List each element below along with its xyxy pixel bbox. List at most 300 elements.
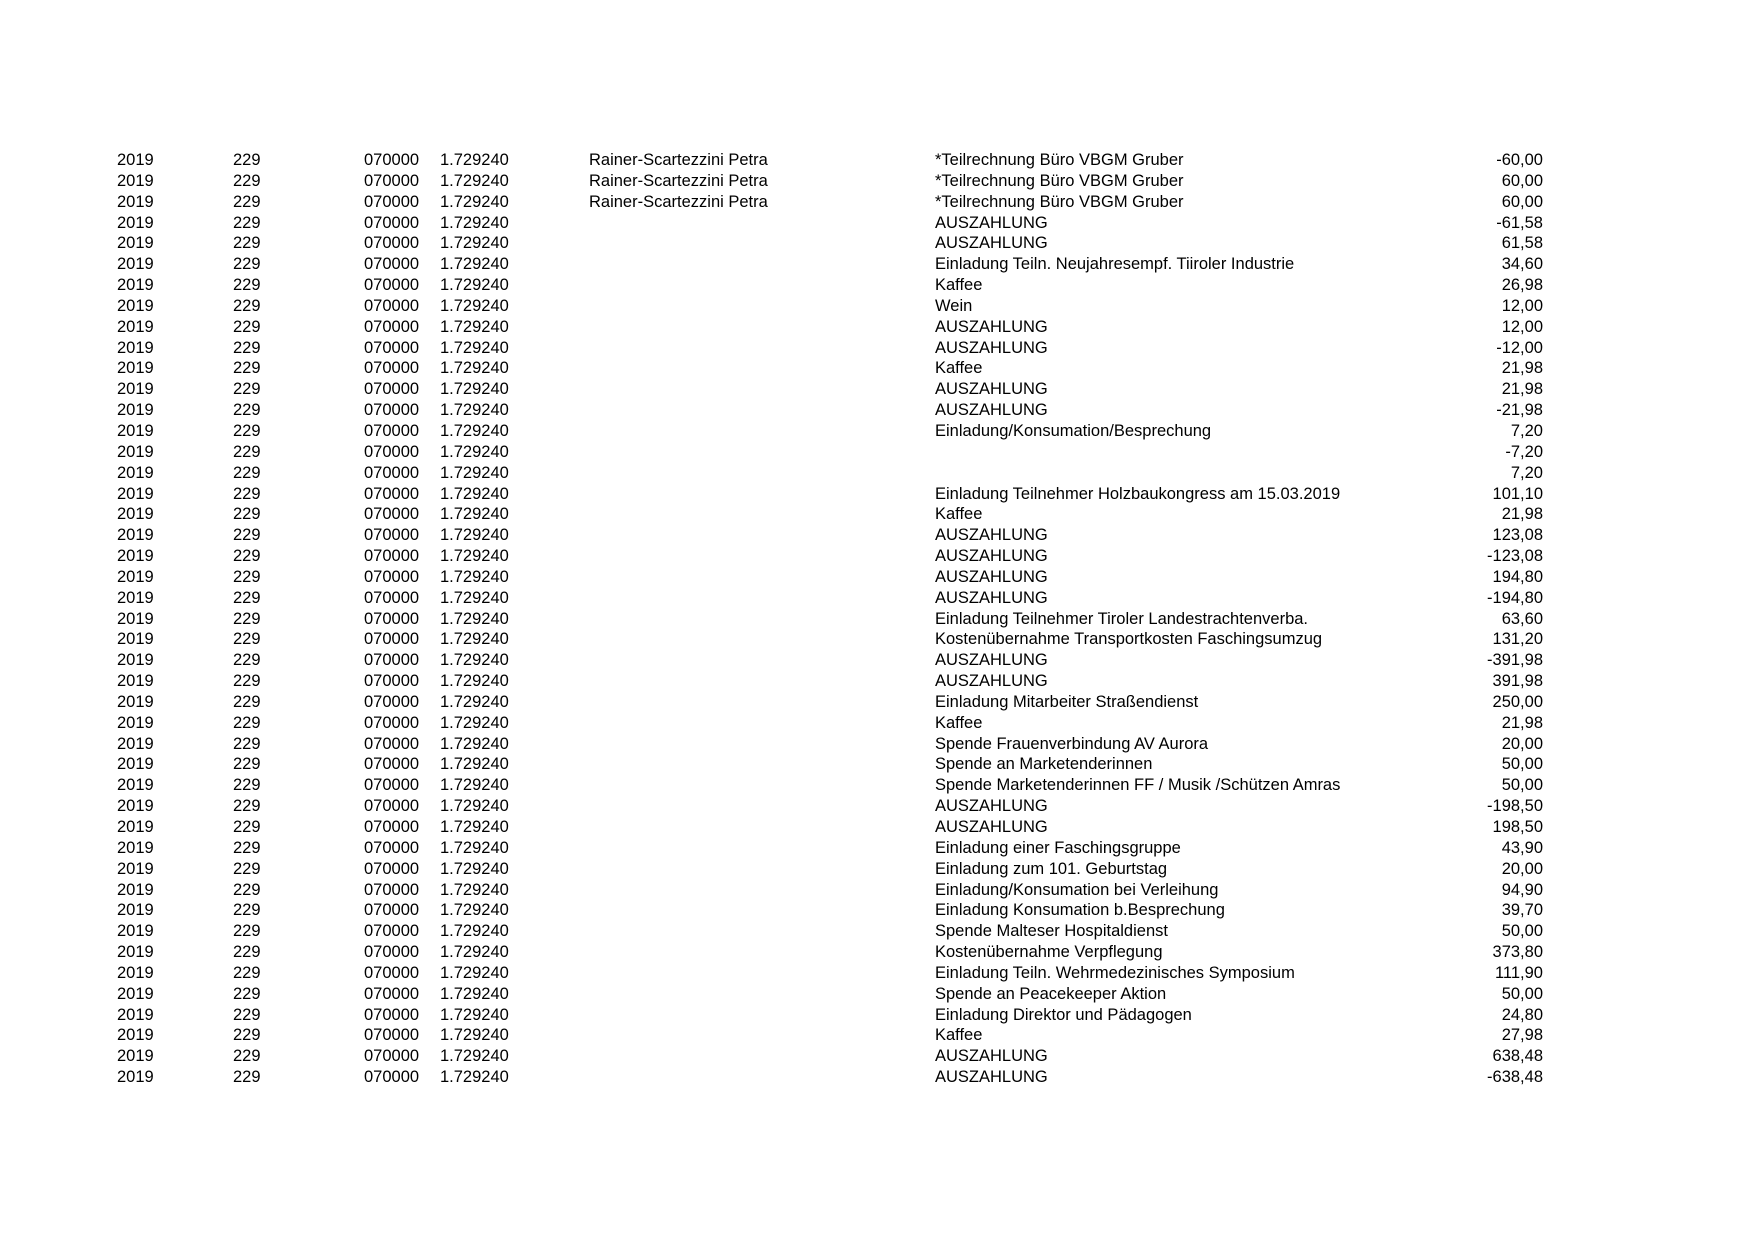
- year-cell: 2019: [117, 463, 154, 482]
- table-row: [0, 150, 1754, 171]
- description-cell: Spende Frauenverbindung AV Aurora: [935, 734, 1209, 753]
- code-cell: 229: [233, 567, 261, 586]
- table-row: [0, 817, 1754, 838]
- amount-cell: 34,60: [1501, 255, 1543, 274]
- description-cell: Einladung Direktor und Pädagogen: [935, 1005, 1192, 1024]
- account-cell: 070000: [364, 713, 420, 732]
- description-cell: Kaffee: [935, 713, 983, 732]
- description-cell: AUSZAHLUNG: [935, 401, 1048, 420]
- reference-cell: 1.729240: [440, 922, 509, 941]
- year-cell: 2019: [117, 1068, 154, 1087]
- description-cell: Spende Marketenderinnen FF / Musik /Schützen Amras: [935, 776, 1341, 795]
- account-cell: 070000: [364, 963, 420, 982]
- amount-cell: -7,20: [1505, 442, 1543, 461]
- table-row: [0, 525, 1754, 546]
- reference-cell: 1.729240: [440, 171, 509, 190]
- amount-cell: 24,80: [1501, 1005, 1543, 1024]
- year-cell: 2019: [117, 984, 154, 1003]
- description-cell: Kaffee: [935, 505, 983, 524]
- description-cell: AUSZAHLUNG: [935, 317, 1048, 336]
- reference-cell: 1.729240: [440, 901, 509, 920]
- reference-cell: 1.729240: [440, 797, 509, 816]
- year-cell: 2019: [117, 171, 154, 190]
- amount-cell: 12,00: [1501, 317, 1543, 336]
- reference-cell: 1.729240: [440, 672, 509, 691]
- table-row: [0, 192, 1754, 213]
- code-cell: 229: [233, 755, 261, 774]
- description-cell: Einladung Teilnehmer Holzbaukongress am 15.03.2019: [935, 484, 1341, 503]
- table-row: [0, 546, 1754, 567]
- description-cell: AUSZAHLUNG: [935, 567, 1048, 586]
- description-cell: AUSZAHLUNG: [935, 818, 1048, 836]
- description-cell: Einladung Mitarbeiter Straßendienst: [935, 692, 1199, 711]
- amount-cell: 7,20: [1510, 463, 1543, 482]
- amount-cell: 60,00: [1501, 192, 1543, 211]
- code-cell: 229: [233, 1005, 261, 1024]
- code-cell: 229: [233, 713, 261, 732]
- account-cell: 070000: [364, 901, 420, 920]
- account-cell: 070000: [364, 380, 420, 399]
- description-cell: AUSZAHLUNG: [935, 526, 1048, 545]
- year-cell: 2019: [117, 276, 154, 295]
- table-row: [0, 1025, 1754, 1046]
- table-row: [0, 796, 1754, 817]
- year-cell: 2019: [117, 234, 154, 253]
- year-cell: 2019: [117, 672, 154, 691]
- year-cell: 2019: [117, 338, 154, 357]
- amount-cell: 111,90: [1494, 963, 1543, 982]
- reference-cell: 1.729240: [440, 442, 509, 461]
- code-cell: 229: [233, 276, 261, 295]
- account-cell: 070000: [364, 609, 420, 628]
- year-cell: 2019: [117, 505, 154, 524]
- code-cell: 229: [233, 797, 261, 816]
- description-cell: Kaffee: [935, 276, 983, 295]
- amount-cell: 50,00: [1501, 755, 1543, 774]
- code-cell: 229: [233, 526, 261, 545]
- amount-cell: 21,98: [1501, 505, 1543, 524]
- year-cell: 2019: [117, 567, 154, 586]
- year-cell: 2019: [117, 776, 154, 795]
- code-cell: 229: [233, 213, 261, 232]
- reference-cell: 1.729240: [440, 213, 509, 232]
- description-cell: AUSZAHLUNG: [935, 547, 1048, 566]
- code-cell: 229: [233, 672, 261, 691]
- reference-cell: 1.729240: [440, 984, 509, 1003]
- description-cell: AUSZAHLUNG: [935, 672, 1048, 691]
- table-row: [0, 650, 1754, 671]
- table-row: [0, 1067, 1754, 1088]
- year-cell: 2019: [117, 442, 154, 461]
- code-cell: 229: [233, 547, 261, 566]
- code-cell: 229: [233, 380, 261, 399]
- account-cell: 070000: [364, 213, 420, 232]
- table-row: [0, 963, 1754, 984]
- code-cell: 229: [233, 1026, 261, 1045]
- account-cell: 070000: [364, 818, 420, 836]
- reference-cell: 1.729240: [440, 234, 509, 253]
- reference-cell: 1.729240: [440, 651, 509, 670]
- description-cell: AUSZAHLUNG: [935, 651, 1048, 670]
- code-cell: 229: [233, 421, 261, 440]
- reference-cell: 1.729240: [440, 880, 509, 899]
- table-row: [0, 1005, 1754, 1026]
- code-cell: 229: [233, 296, 261, 315]
- reference-cell: 1.729240: [440, 1047, 509, 1066]
- reference-cell: 1.729240: [440, 526, 509, 545]
- table-row: [0, 900, 1754, 921]
- name-cell: Rainer-Scartezzini Petra: [589, 171, 768, 190]
- table-row: [0, 609, 1754, 630]
- amount-cell: 21,98: [1501, 359, 1543, 378]
- table-row: [0, 358, 1754, 379]
- year-cell: 2019: [117, 630, 154, 649]
- description-cell: Einladung Konsumation b.Besprechung: [935, 901, 1225, 920]
- table-row: [0, 213, 1754, 234]
- reference-cell: 1.729240: [440, 609, 509, 628]
- code-cell: 229: [233, 963, 261, 982]
- account-cell: 070000: [364, 797, 420, 816]
- reference-cell: 1.729240: [440, 630, 509, 649]
- amount-cell: 250,00: [1492, 692, 1543, 711]
- reference-cell: 1.729240: [440, 1026, 509, 1045]
- amount-cell: 20,00: [1501, 734, 1543, 753]
- description-cell: Wein: [935, 296, 973, 315]
- account-cell: 070000: [364, 296, 420, 315]
- code-cell: 229: [233, 609, 261, 628]
- reference-cell: 1.729240: [440, 421, 509, 440]
- amount-cell: 131,20: [1492, 630, 1543, 649]
- year-cell: 2019: [117, 859, 154, 878]
- code-cell: 229: [233, 171, 261, 190]
- description-cell: *Teilrechnung Büro VBGM Gruber: [935, 151, 1184, 169]
- account-cell: 070000: [364, 651, 420, 670]
- account-cell: 070000: [364, 1068, 420, 1087]
- amount-cell: 101,10: [1492, 484, 1543, 503]
- reference-cell: 1.729240: [440, 567, 509, 586]
- account-cell: 070000: [364, 463, 420, 482]
- year-cell: 2019: [117, 317, 154, 336]
- account-cell: 070000: [364, 192, 420, 211]
- amount-cell: 43,90: [1501, 838, 1543, 857]
- table-row: [0, 233, 1754, 254]
- amount-cell: 21,98: [1501, 380, 1543, 399]
- year-cell: 2019: [117, 1005, 154, 1024]
- description-cell: *Teilrechnung Büro VBGM Gruber: [935, 171, 1184, 190]
- year-cell: 2019: [117, 255, 154, 274]
- reference-cell: 1.729240: [440, 255, 509, 274]
- description-cell: AUSZAHLUNG: [935, 1068, 1048, 1087]
- code-cell: 229: [233, 255, 261, 274]
- code-cell: 229: [233, 901, 261, 920]
- account-cell: 070000: [364, 630, 420, 649]
- table-row: [0, 504, 1754, 525]
- amount-cell: 26,98: [1501, 276, 1543, 295]
- account-cell: 070000: [364, 276, 420, 295]
- table-row: [0, 859, 1754, 880]
- account-cell: 070000: [364, 547, 420, 566]
- code-cell: 229: [233, 734, 261, 753]
- year-cell: 2019: [117, 901, 154, 920]
- table-row: [0, 921, 1754, 942]
- reference-cell: 1.729240: [440, 776, 509, 795]
- description-cell: Einladung Teiln. Neujahresempf. Tiiroler Industrie: [935, 255, 1295, 274]
- table-row: [0, 421, 1754, 442]
- year-cell: 2019: [117, 922, 154, 941]
- code-cell: 229: [233, 401, 261, 420]
- table-row: [0, 463, 1754, 484]
- code-cell: 229: [233, 984, 261, 1003]
- description-cell: Einladung Teilnehmer Tiroler Landestrachtenverba.: [935, 609, 1309, 628]
- amount-cell: 7,20: [1510, 421, 1543, 440]
- account-cell: 070000: [364, 672, 420, 691]
- table-row: [0, 880, 1754, 901]
- table-row: [0, 754, 1754, 775]
- account-cell: 070000: [364, 401, 420, 420]
- reference-cell: 1.729240: [440, 296, 509, 315]
- reference-cell: 1.729240: [440, 505, 509, 524]
- account-cell: 070000: [364, 943, 420, 962]
- description-cell: Einladung zum 101. Geburtstag: [935, 859, 1168, 878]
- reference-cell: 1.729240: [440, 151, 509, 169]
- code-cell: 229: [233, 192, 261, 211]
- year-cell: 2019: [117, 943, 154, 962]
- amount-cell: 63,60: [1501, 609, 1543, 628]
- account-cell: 070000: [364, 359, 420, 378]
- year-cell: 2019: [117, 692, 154, 711]
- table-row: [0, 338, 1754, 359]
- year-cell: 2019: [117, 380, 154, 399]
- amount-cell: 638,48: [1492, 1047, 1543, 1066]
- account-cell: 070000: [364, 421, 420, 440]
- amount-cell: 27,98: [1501, 1026, 1543, 1045]
- account-cell: 070000: [364, 776, 420, 795]
- table-row: [0, 713, 1754, 734]
- table-row: [0, 317, 1754, 338]
- account-cell: 070000: [364, 171, 420, 190]
- amount-cell: 21,98: [1501, 713, 1543, 732]
- table-row: [0, 400, 1754, 421]
- amount-cell: 198,50: [1492, 818, 1543, 836]
- code-cell: 229: [233, 463, 261, 482]
- amount-cell: -391,98: [1487, 651, 1543, 670]
- code-cell: 229: [233, 505, 261, 524]
- year-cell: 2019: [117, 192, 154, 211]
- account-cell: 070000: [364, 1026, 420, 1045]
- reference-cell: 1.729240: [440, 1005, 509, 1024]
- name-cell: Rainer-Scartezzini Petra: [589, 151, 768, 169]
- code-cell: 229: [233, 588, 261, 607]
- amount-cell: 50,00: [1501, 922, 1543, 941]
- reference-cell: 1.729240: [440, 588, 509, 607]
- account-cell: 070000: [364, 692, 420, 711]
- code-cell: 229: [233, 692, 261, 711]
- table-row: [0, 692, 1754, 713]
- name-cell: Rainer-Scartezzini Petra: [589, 192, 768, 211]
- description-cell: AUSZAHLUNG: [935, 213, 1048, 232]
- description-cell: *Teilrechnung Büro VBGM Gruber: [935, 192, 1184, 211]
- year-cell: 2019: [117, 547, 154, 566]
- account-cell: 070000: [364, 734, 420, 753]
- table-row: [0, 734, 1754, 755]
- table-row: [0, 588, 1754, 609]
- table-row: [0, 629, 1754, 650]
- account-cell: 070000: [364, 880, 420, 899]
- description-cell: Einladung/Konsumation bei Verleihung: [935, 880, 1219, 899]
- reference-cell: 1.729240: [440, 755, 509, 774]
- account-cell: 070000: [364, 255, 420, 274]
- description-cell: AUSZAHLUNG: [935, 797, 1048, 816]
- year-cell: 2019: [117, 526, 154, 545]
- amount-cell: 373,80: [1492, 943, 1543, 962]
- reference-cell: 1.729240: [440, 276, 509, 295]
- description-cell: Kaffee: [935, 1026, 983, 1045]
- description-cell: Kostenübernahme Transportkosten Faschingsumzug: [935, 630, 1323, 649]
- table-row: [0, 296, 1754, 317]
- amount-cell: 20,00: [1501, 859, 1543, 878]
- year-cell: 2019: [117, 880, 154, 899]
- reference-cell: 1.729240: [440, 192, 509, 211]
- reference-cell: 1.729240: [440, 401, 509, 420]
- reference-cell: 1.729240: [440, 1068, 509, 1087]
- description-cell: Einladung einer Faschingsgruppe: [935, 838, 1181, 857]
- year-cell: 2019: [117, 296, 154, 315]
- year-cell: 2019: [117, 818, 154, 836]
- amount-cell: -61,58: [1496, 213, 1543, 232]
- reference-cell: 1.729240: [440, 463, 509, 482]
- amount-cell: -194,80: [1487, 588, 1543, 607]
- reference-cell: 1.729240: [440, 484, 509, 503]
- table-row: [0, 838, 1754, 859]
- amount-cell: 12,00: [1501, 296, 1543, 315]
- year-cell: 2019: [117, 1047, 154, 1066]
- account-cell: 070000: [364, 984, 420, 1003]
- year-cell: 2019: [117, 713, 154, 732]
- amount-cell: 94,90: [1501, 880, 1543, 899]
- table-row: [0, 1046, 1754, 1067]
- code-cell: 229: [233, 630, 261, 649]
- account-cell: 070000: [364, 859, 420, 878]
- description-cell: AUSZAHLUNG: [935, 338, 1048, 357]
- code-cell: 229: [233, 484, 261, 503]
- ledger-table: [0, 150, 1754, 1088]
- account-cell: 070000: [364, 588, 420, 607]
- reference-cell: 1.729240: [440, 713, 509, 732]
- reference-cell: 1.729240: [440, 547, 509, 566]
- amount-cell: 60,00: [1501, 171, 1543, 190]
- description-cell: Spende an Marketenderinnen: [935, 755, 1153, 774]
- description-cell: Kaffee: [935, 359, 983, 378]
- reference-cell: 1.729240: [440, 818, 509, 836]
- amount-cell: -12,00: [1496, 338, 1543, 357]
- year-cell: 2019: [117, 213, 154, 232]
- table-row: [0, 379, 1754, 400]
- table-row: [0, 484, 1754, 505]
- code-cell: 229: [233, 317, 261, 336]
- year-cell: 2019: [117, 838, 154, 857]
- table-row: [0, 671, 1754, 692]
- description-cell: AUSZAHLUNG: [935, 380, 1048, 399]
- account-cell: 070000: [364, 151, 420, 169]
- description-cell: Einladung Teiln. Wehrmedezinisches Symposium: [935, 963, 1295, 982]
- year-cell: 2019: [117, 963, 154, 982]
- account-cell: 070000: [364, 755, 420, 774]
- code-cell: 229: [233, 234, 261, 253]
- code-cell: 229: [233, 943, 261, 962]
- year-cell: 2019: [117, 734, 154, 753]
- amount-cell: -60,00: [1496, 151, 1543, 169]
- account-cell: 070000: [364, 505, 420, 524]
- table-row: [0, 567, 1754, 588]
- reference-cell: 1.729240: [440, 859, 509, 878]
- code-cell: 229: [233, 880, 261, 899]
- amount-cell: -638,48: [1487, 1068, 1543, 1087]
- year-cell: 2019: [117, 755, 154, 774]
- table-row: [0, 254, 1754, 275]
- account-cell: 070000: [364, 338, 420, 357]
- year-cell: 2019: [117, 1026, 154, 1045]
- table-row: [0, 942, 1754, 963]
- account-cell: 070000: [364, 317, 420, 336]
- code-cell: 229: [233, 1047, 261, 1066]
- code-cell: 229: [233, 859, 261, 878]
- table-row: [0, 442, 1754, 463]
- account-cell: 070000: [364, 1005, 420, 1024]
- code-cell: 229: [233, 838, 261, 857]
- reference-cell: 1.729240: [440, 692, 509, 711]
- description-cell: Einladung/Konsumation/Besprechung: [935, 421, 1212, 440]
- account-cell: 070000: [364, 1047, 420, 1066]
- description-cell: Spende an Peacekeeper Aktion: [935, 984, 1167, 1003]
- description-cell: Spende Malteser Hospitaldienst: [935, 922, 1168, 941]
- year-cell: 2019: [117, 401, 154, 420]
- year-cell: 2019: [117, 421, 154, 440]
- amount-cell: 61,58: [1501, 234, 1543, 253]
- amount-cell: 50,00: [1501, 776, 1543, 795]
- reference-cell: 1.729240: [440, 943, 509, 962]
- account-cell: 070000: [364, 567, 420, 586]
- account-cell: 070000: [364, 838, 420, 857]
- code-cell: 229: [233, 151, 261, 169]
- description-cell: AUSZAHLUNG: [935, 588, 1048, 607]
- table-row: [0, 984, 1754, 1005]
- year-cell: 2019: [117, 609, 154, 628]
- amount-cell: 50,00: [1501, 984, 1543, 1003]
- amount-cell: 39,70: [1501, 901, 1543, 920]
- code-cell: 229: [233, 1068, 261, 1087]
- code-cell: 229: [233, 442, 261, 461]
- year-cell: 2019: [117, 359, 154, 378]
- code-cell: 229: [233, 818, 261, 836]
- reference-cell: 1.729240: [440, 963, 509, 982]
- year-cell: 2019: [117, 588, 154, 607]
- table-row: [0, 171, 1754, 192]
- code-cell: 229: [233, 651, 261, 670]
- account-cell: 070000: [364, 234, 420, 253]
- account-cell: 070000: [364, 526, 420, 545]
- amount-cell: -198,50: [1487, 797, 1543, 816]
- amount-cell: -21,98: [1496, 401, 1543, 420]
- reference-cell: 1.729240: [440, 359, 509, 378]
- table-row: [0, 775, 1754, 796]
- amount-cell: 123,08: [1492, 526, 1543, 545]
- code-cell: 229: [233, 922, 261, 941]
- reference-cell: 1.729240: [440, 838, 509, 857]
- account-cell: 070000: [364, 922, 420, 941]
- code-cell: 229: [233, 359, 261, 378]
- reference-cell: 1.729240: [440, 317, 509, 336]
- account-cell: 070000: [364, 442, 420, 461]
